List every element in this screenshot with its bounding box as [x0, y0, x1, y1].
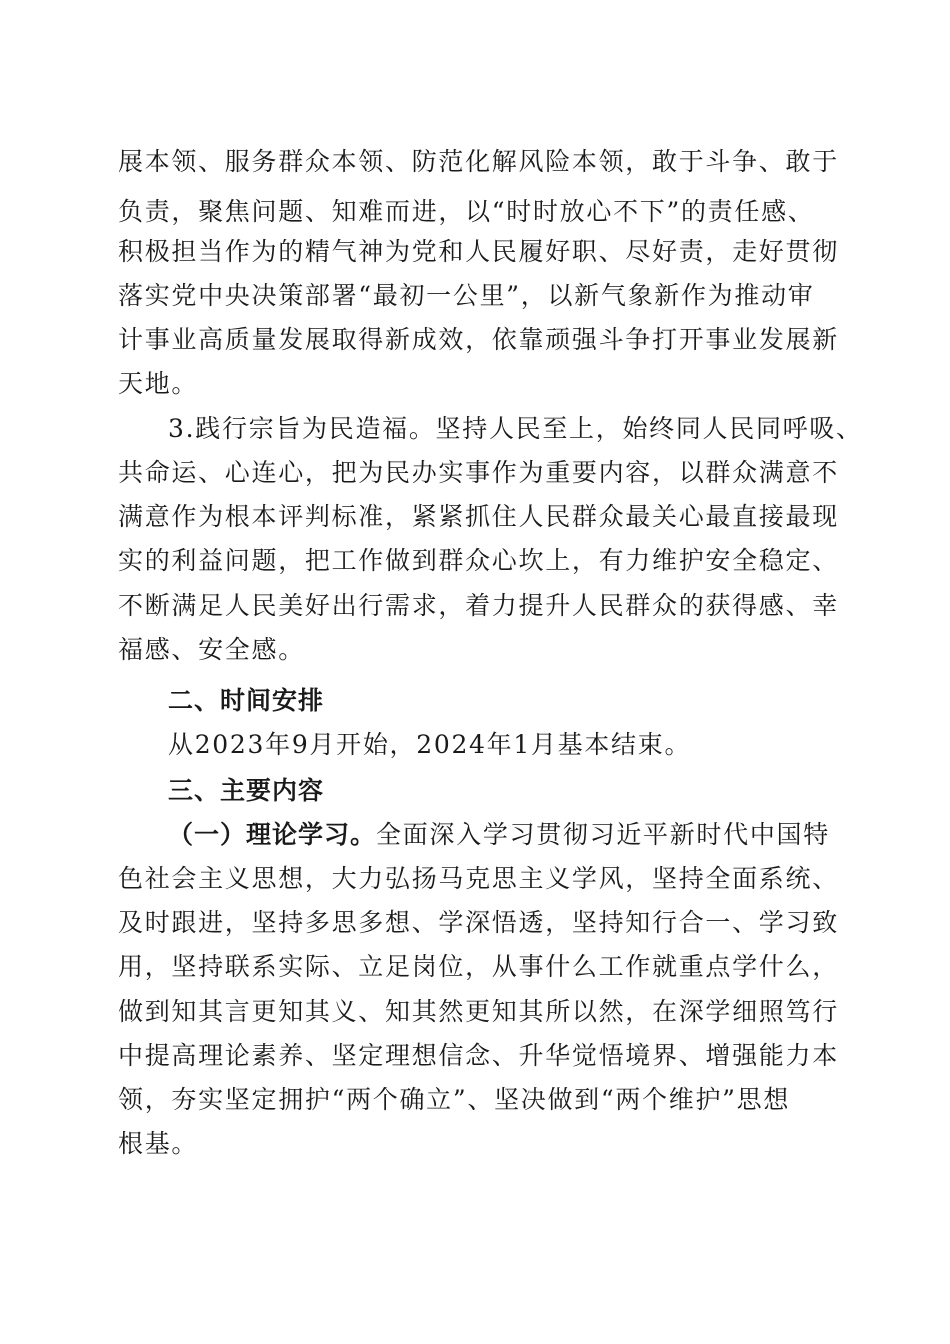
text-line: 满意作为根本评判标准，紧紧抓住人民群众最关心最直接最现 — [118, 502, 839, 531]
subsection-lead: （一）理论学习。 — [168, 820, 377, 849]
text-line: 实的利益问题，把工作做到群众心坎上，有力维护安全稳定、 — [118, 546, 839, 575]
text-line: 落实党中央决策部署“最初一公里”，以新气象新作为推动审 — [118, 281, 815, 310]
text-line: 做到知其言更知其义、知其然更知其所以然，在深学细照笃行 — [118, 997, 839, 1026]
section-heading: 三、主要内容 — [168, 776, 325, 805]
text-line: 中提高理论素养、坚定理想信念、升华觉悟境界、增强能力本 — [118, 1041, 839, 1070]
text-line: 用，坚持联系实际、立足岗位，从事什么工作就重点学什么， — [118, 952, 839, 981]
text-line: 展本领、服务群众本领、防范化解风险本领，敢于斗争、敢于 — [118, 147, 839, 176]
text-line: 根基。 — [118, 1129, 199, 1158]
text-line: 色社会主义思想，大力弘扬马克思主义学风，坚持全面系统、 — [118, 864, 839, 893]
text-line: 领，夯实坚定拥护“两个确立”、坚决做到“两个维护”思想 — [118, 1085, 791, 1114]
text-line: 共命运、心连心，把为民办实事作为重要内容，以群众满意不 — [118, 458, 839, 487]
text-line: 3.践行宗旨为民造福。坚持人民至上，始终同人民同呼吸、 — [168, 414, 863, 443]
text-line: 计事业高质量发展取得新成效，依靠顽强斗争打开事业发展新 — [118, 325, 839, 354]
text-line: 积极担当作为的精气神为党和人民履好职、尽好责，走好贯彻 — [118, 237, 839, 266]
section-heading: 二、时间安排 — [168, 686, 325, 715]
text-line: 福感、安全感。 — [118, 635, 305, 664]
text-line: 不断满足人民美好出行需求，着力提升人民群众的获得感、幸 — [118, 591, 839, 620]
text-line: 天地。 — [118, 369, 199, 398]
text-line: 从2023年9月开始，2024年1月基本结束。 — [168, 730, 692, 759]
text-run: 全面深入学习贯彻习近平新时代中国特 — [376, 820, 830, 849]
text-line: 负责，聚焦问题、知难而进，以“时时放心不下”的责任感、 — [118, 197, 815, 226]
text-line: 及时跟进，坚持多思多想、学深悟透，坚持知行合一、学习致 — [118, 908, 839, 937]
subsection-first-line — [168, 818, 830, 852]
